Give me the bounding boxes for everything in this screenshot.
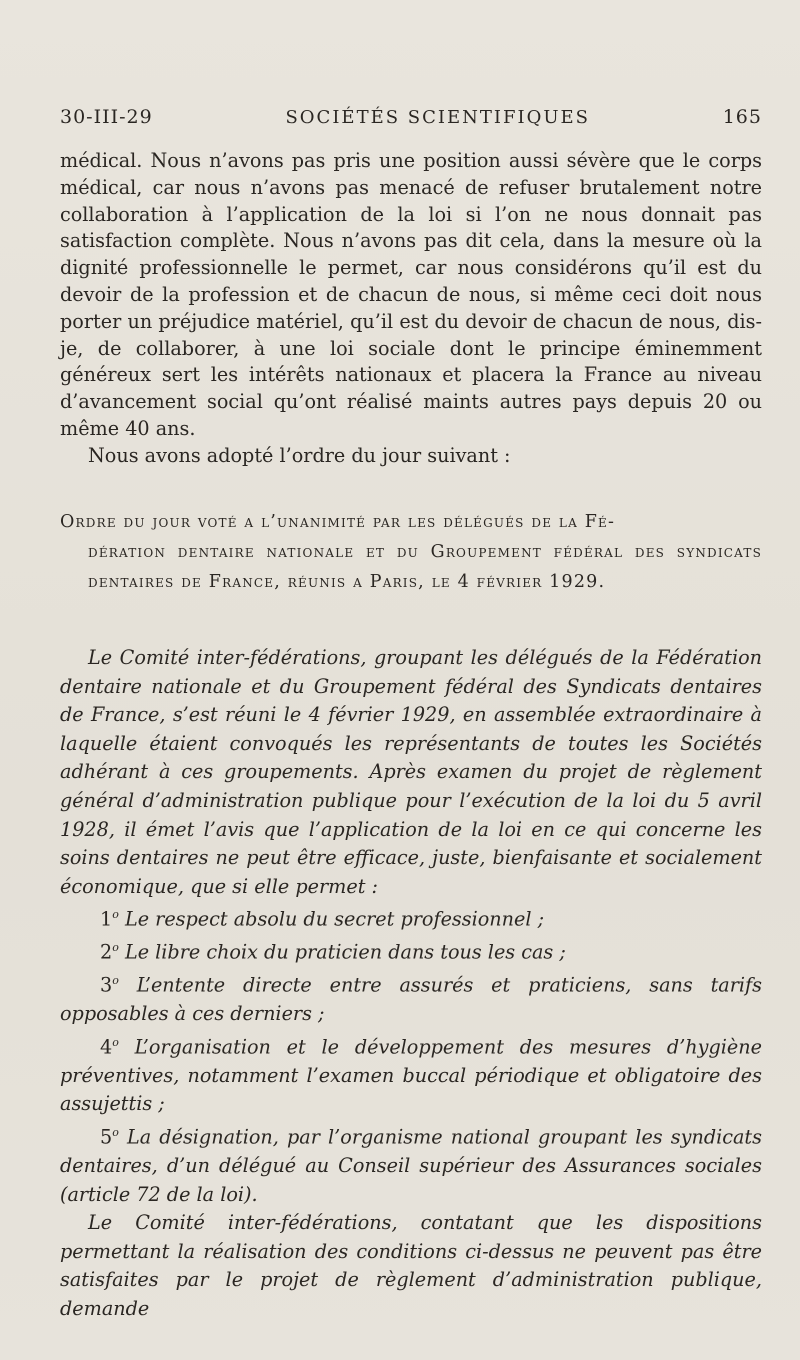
running-header (60, 106, 762, 128)
list-item: 3$^o$ L’entente directe entre assurés et praticiens, sans tarifs opposables à ces derniers ; (60, 973, 763, 1026)
heading-line: Ordre du jour voté a l’unanimité par les délégués de la Fé- (60, 512, 616, 532)
list-item: 1$^o$ Le respect absolu du secret professionnel ; (100, 907, 545, 931)
list-item: 2$^o$ Le libre choix du praticien dans tous les cas ; (100, 940, 566, 964)
resolution-intro: Le Comité inter-fédérations, groupant les délégués de la Fédération dentaire nationale et du Groupement fédéral des Syndicats dentaires de France, s’est réuni le 4 février 1929, en assemblée extraordinaire à laquelle étaient convoqués les représentants de toutes les Sociétés adhérant à ces groupements. Après examen du projet de règlement général d’administration publique pour l’exécution de la loi du 5 avril 1928, il émet l’avis que l’application de la loi en ce qui concerne les soins dentaires ne peut être efficace, juste, bienfaisante et socialement économique, que si elle permet : (60, 646, 762, 898)
list-item: 5$^o$ La désignation, par l’organisme national groupant les syndicats dentaires, d’un délégué au Conseil supérieur des Assurances sociales (article 72 de la loi). (60, 1125, 762, 1206)
body-text (60, 148, 762, 470)
section-heading (60, 507, 762, 597)
header-date: 30-III-29 (60, 106, 153, 128)
paragraph: médical. Nous n’avons pas pris une position aussi sévère que le corps médical, car nous n’avons pas menacé de refuser brutalement notre collaboration à l’application de la loi si l’on ne nous donnait pas satisfaction complète. Nous n’avons pas dit cela, dans la mesure où la dignité professionnelle le permet, car nous considérons qu’il est du devoir de la profession et de chacun de nous, si même ceci doit nous porter un préjudice matériel, qu’il est du devoir de chacun de nous, dis-je, de collaborer, à une loi sociale dont le principe éminemment généreux sert les intérêts nationaux et placera la France au niveau d’avancement social qu’ont réalisé maints autres pays depuis 20 ou même 40 ans. (60, 149, 762, 440)
header-title: SOCIÉTÉS SCIENTIFIQUES (285, 107, 590, 128)
heading-line: dération dentaire nationale et du Groupement fédéral des syndicats dentaires de France, réunis a Paris, le 4 février 1929. (88, 542, 762, 592)
paragraph: Nous avons adopté l’ordre du jour suivant : (88, 443, 511, 467)
page-number: 165 (722, 106, 762, 128)
resolution-closing: Le Comité inter-fédérations, contatant que les dispositions permettant la réalisation des conditions ci-dessus ne peuvent pas être satisfaites par le projet de règlement d’administration publique, demande (60, 1211, 762, 1321)
resolution-text (60, 644, 762, 1324)
list-item: 4$^o$ L’organisation et le développement des mesures d’hygiène préventives, notamment l’examen buccal périodique et obligatoire des assujettis ; (60, 1035, 762, 1116)
